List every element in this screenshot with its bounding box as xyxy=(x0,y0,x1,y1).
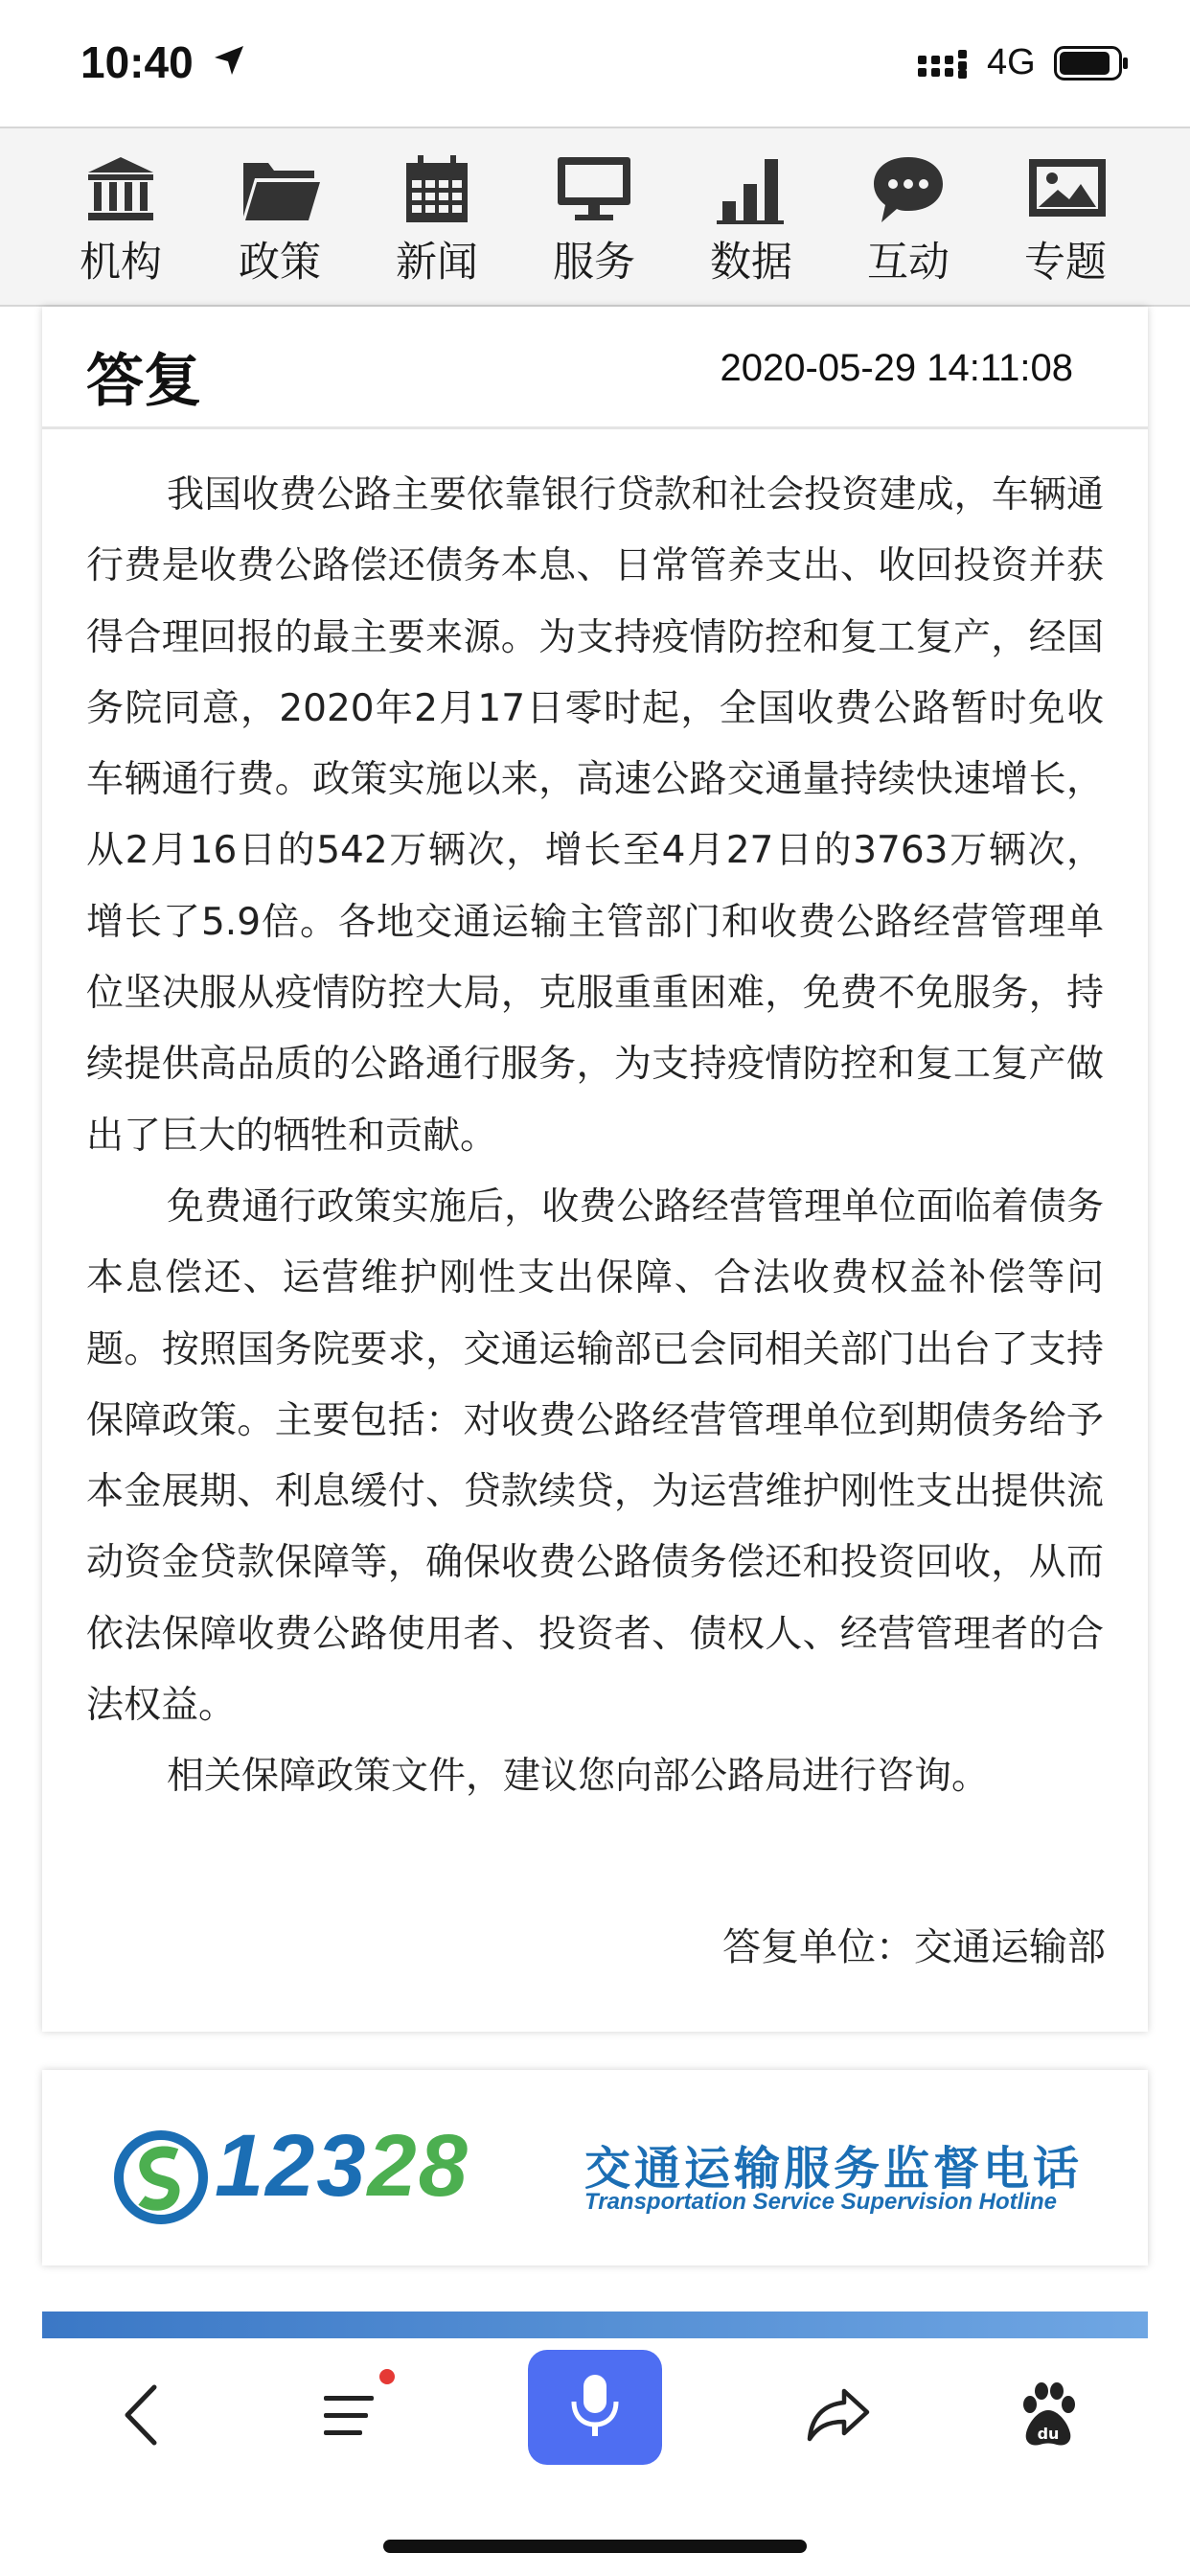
menu-button[interactable] xyxy=(284,2358,418,2472)
battery-icon xyxy=(1054,46,1131,84)
nav-label: 政策 xyxy=(239,239,321,287)
reply-paragraph: 相关保障政策文件，建议您向部公路局进行咨询。 xyxy=(167,1755,990,1799)
nav-label: 机构 xyxy=(80,239,162,287)
location-arrow-icon xyxy=(213,44,245,80)
hotline-logo-icon xyxy=(113,2129,209,2225)
nav-label: 专题 xyxy=(1024,239,1107,287)
calendar-icon xyxy=(399,153,475,226)
reply-card xyxy=(42,307,1148,2032)
reply-paragraph: 我国收费公路主要依靠银行贷款和社会投资建成，车辆通行费是收费公路偿还债务本息、日常管养支出、收回投资并获得合理回报的最主要来源。为支持疫情防控和复工复产，经国务院同意，2020年2月17日零时起，全国收费公路暂时免收车辆通行费。政策实施以来，高速公路交通量持续快速增长，从2月16日的542万辆次，增长至4月27日的3763万辆次，增长了5.9倍。各地交通运输主管部门和收费公路经营管理单位坚决服从疫情防控大局，克服重重困难，免费不免服务，持续提供高品质的公路通行服务，为支持疫情防控和复工复产做出了巨大的牺牲和贡献。 xyxy=(86,473,1104,1158)
nav-item-interaction[interactable] xyxy=(830,128,987,305)
bottom-toolbar xyxy=(0,2338,1190,2576)
monitor-icon xyxy=(556,153,632,226)
nav-label: 新闻 xyxy=(396,239,478,287)
nav-item-institution[interactable] xyxy=(42,128,199,305)
institution-icon xyxy=(82,153,159,226)
folder-icon xyxy=(241,153,322,226)
signal-icon xyxy=(918,50,972,82)
svg-text:du: du xyxy=(1037,2425,1060,2443)
menu-icon xyxy=(320,2388,381,2442)
image-icon xyxy=(1027,153,1108,226)
reply-signature: 答复单位：交通运输部 xyxy=(722,1925,1106,1969)
hotline-number: 12328 xyxy=(215,2117,469,2215)
back-icon xyxy=(118,2381,166,2449)
bar-chart-icon xyxy=(713,153,790,226)
microphone-icon xyxy=(566,2371,624,2444)
notification-dot xyxy=(379,2369,395,2384)
nav-label: 数据 xyxy=(710,239,792,287)
voice-search-button[interactable] xyxy=(528,2350,662,2465)
top-nav xyxy=(0,126,1190,307)
nav-item-news[interactable] xyxy=(358,128,515,305)
nav-item-topics[interactable] xyxy=(987,128,1144,305)
hotline-title: 交通运输服务监督电话 xyxy=(584,2142,1084,2196)
chat-icon xyxy=(870,153,947,226)
hotline-subtitle: Transportation Service Supervision Hotline xyxy=(584,2189,1058,2215)
status-bar xyxy=(0,0,1190,126)
reply-header xyxy=(42,307,1148,429)
nav-label: 服务 xyxy=(553,239,635,287)
share-icon xyxy=(806,2385,873,2445)
nav-label: 互动 xyxy=(867,239,950,287)
nav-item-policy[interactable] xyxy=(201,128,358,305)
home-indicator[interactable] xyxy=(383,2540,807,2553)
back-button[interactable] xyxy=(75,2358,209,2472)
status-time: 10:40 xyxy=(80,37,194,87)
nav-item-service[interactable] xyxy=(515,128,673,305)
network-type: 4G xyxy=(987,42,1036,82)
hotline-banner[interactable] xyxy=(42,2070,1148,2266)
reply-paragraph: 免费通行政策实施后，收费公路经营管理单位面临着债务本息偿还、运营维护刚性支出保障、合法收费权益补偿等问题。按照国务院要求，交通运输部已会同相关部门出台了支持保障政策。主要包括：对收费公路经营管理单位到期债务给予本金展期、利息缓付、贷款续贷，为运营维护刚性支出提供流动资金贷款保障等，确保收费公路债务偿还和投资回收，从而依法保障收费公路使用者、投资者、债权人、经营管理者的合法权益。 xyxy=(86,1184,1104,1728)
baidu-button[interactable] xyxy=(981,2358,1115,2472)
reply-title: 答复 xyxy=(86,348,201,415)
share-button[interactable] xyxy=(772,2358,906,2472)
baidu-paw-icon xyxy=(1017,2381,1080,2449)
reply-body xyxy=(86,460,1104,1813)
nav-item-data[interactable] xyxy=(673,128,830,305)
reply-date: 2020-05-29 14:11:08 xyxy=(720,347,1073,389)
